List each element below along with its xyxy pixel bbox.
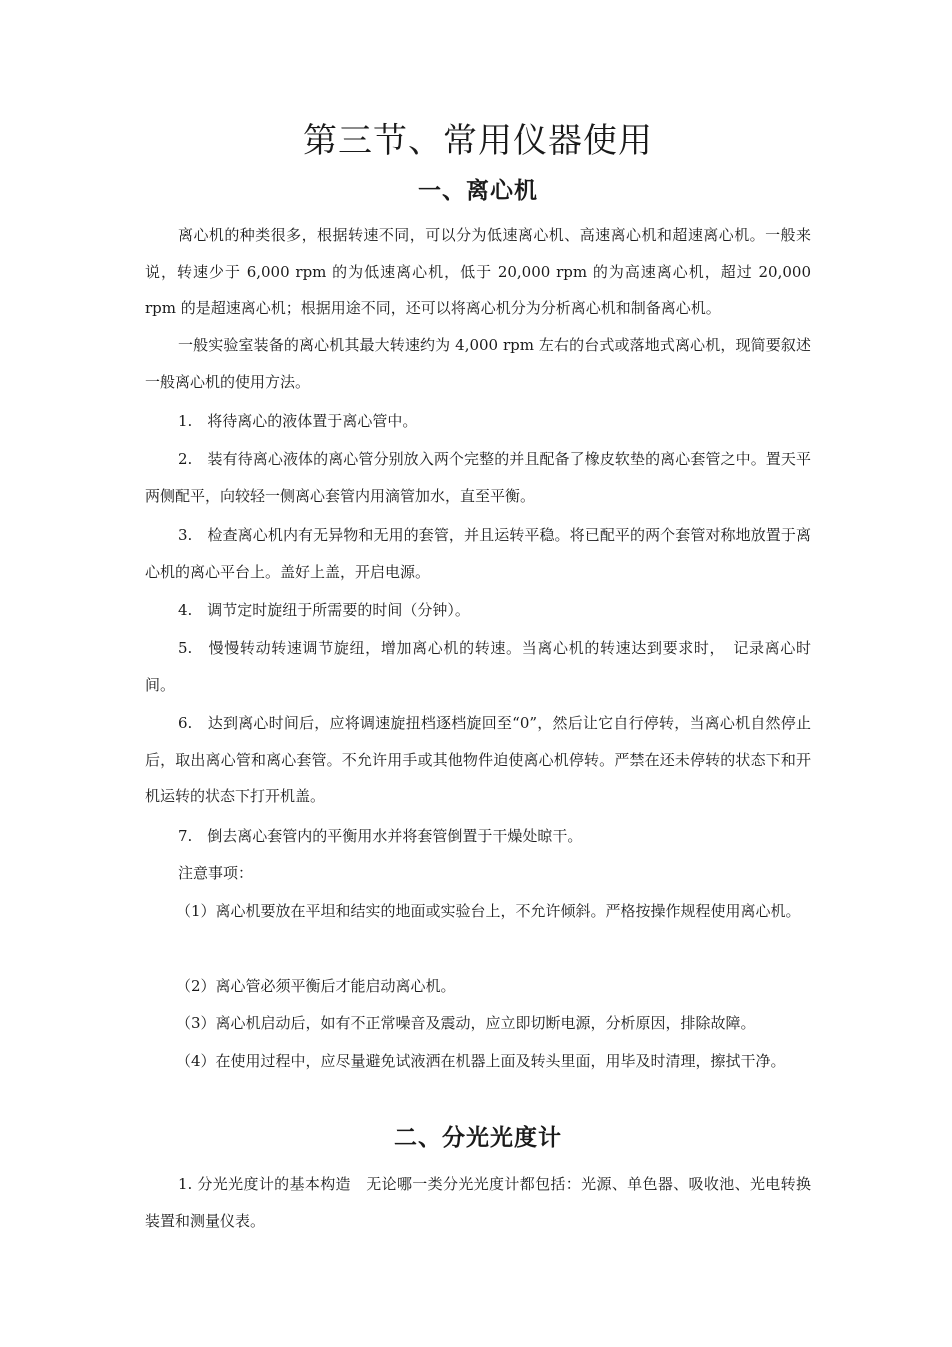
centrifuge-step-4: 4. 调节定时旋纽于所需要的时间（分钟）。 — [178, 601, 470, 619]
centrifuge-step-6: 6. 达到离心时间后，应将调速旋扭档逐档旋回至“0”，然后让它自行停转，当离心机自然停止后，取出离心管和离心套管。不允许用手或其他物件迫使离心机停转。严禁在还未停转的状态下和开机运转的状态下打开机盖。 — [145, 714, 811, 805]
section-heading-spectrophotometer: 二、分光光度计 — [394, 1125, 562, 1151]
centrifuge-step-1: 1. 将待离心的液体置于离心管中。 — [178, 412, 418, 430]
centrifuge-step-5: 5. 慢慢转动转速调节旋纽，增加离心机的转速。当离心机的转速达到要求时， 记录离心时间。 — [145, 639, 811, 694]
centrifuge-step-3: 3. 检查离心机内有无异物和无用的套管，并且运转平稳。将已配平的两个套管对称地放置于离心机的离心平台上。盖好上盖，开启电源。 — [145, 526, 811, 581]
note-item-1: （1）离心机要放在平坦和结实的地面或实验台上，不允许倾斜。严格按操作规程使用离心机。 — [176, 902, 801, 920]
spectrophotometer-structure-paragraph: 1. 分光光度计的基本构造 无论哪一类分光光度计都包括：光源、单色器、吸收池、光电转换装置和测量仪表。 — [145, 1175, 811, 1230]
note-item-2: （2）离心管必须平衡后才能启动离心机。 — [176, 977, 456, 995]
page-title: 第三节、常用仪器使用 — [303, 121, 653, 161]
note-item-3: （3）离心机启动后，如有不正常噪音及震动，应立即切断电源，分析原因，排除故障。 — [176, 1014, 756, 1032]
centrifuge-step-2: 2. 装有待离心液体的离心管分别放入两个完整的并且配备了橡皮软垫的离心套管之中。置天平两侧配平，向较轻一侧离心套管内用滴管加水，直至平衡。 — [145, 450, 811, 505]
notes-label: 注意事项： — [178, 864, 254, 882]
section-heading-centrifuge: 一、离心机 — [418, 178, 538, 204]
note-item-4: （4）在使用过程中，应尽量避免试液洒在机器上面及转头里面，用毕及时清理，擦拭干净。 — [176, 1052, 786, 1070]
centrifuge-step-7: 7. 倒去离心套管内的平衡用水并将套管倒置于干燥处晾干。 — [178, 827, 583, 845]
centrifuge-intro-paragraph: 离心机的种类很多，根据转速不同，可以分为低速离心机、高速离心机和超速离心机。一般来说，转速少于 6,000 rpm 的为低速离心机，低于 20,000 rpm 的为高速离心机，超过 20,000 rpm 的是超速离心机；根据用途不同，还可以将离心机分为分析离心机和制备离心机。 — [145, 226, 811, 317]
centrifuge-usage-intro-paragraph: 一般实验室装备的离心机其最大转速约为 4,000 rpm 左右的台式或落地式离心机，现简要叙述一般离心机的使用方法。 — [145, 336, 811, 391]
